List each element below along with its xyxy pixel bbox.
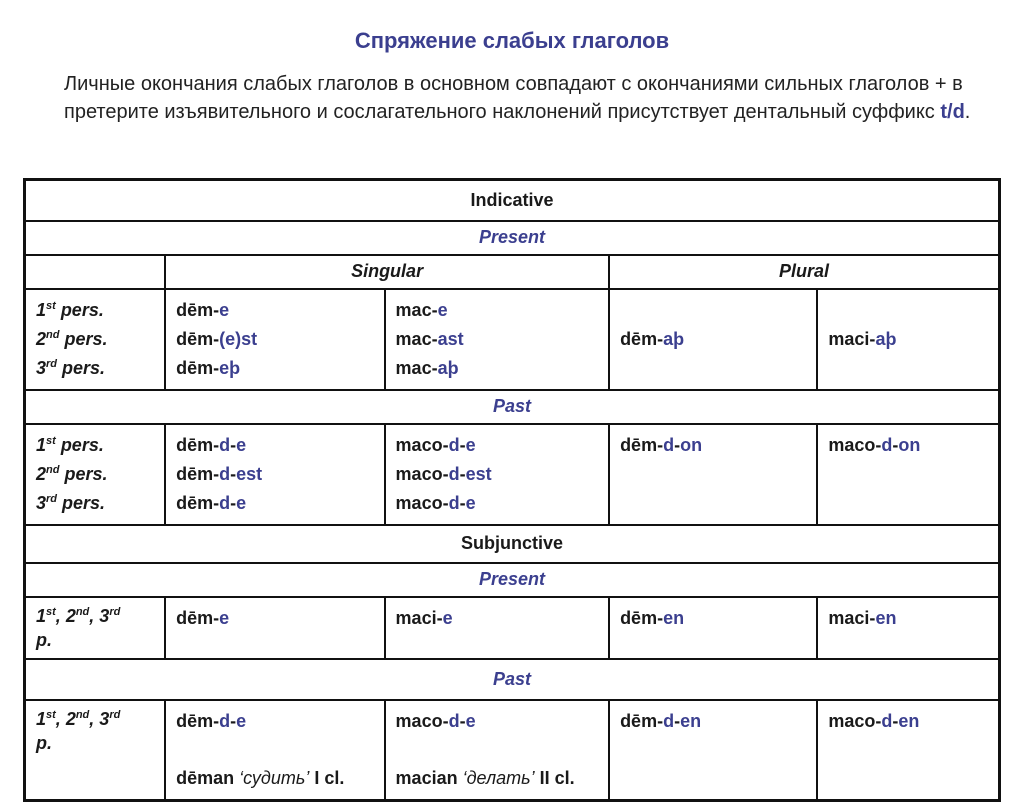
form: dēm-e (176, 299, 230, 320)
subjunctive-heading: Subjunctive (25, 525, 1000, 563)
ind-past-heading: Past (25, 390, 1000, 424)
form: mac-ast (395, 328, 464, 349)
subj-past-forms-row (25, 700, 1000, 801)
persons-cell (25, 424, 166, 525)
form: dēm-d-e (176, 434, 247, 455)
ind-past-sg-deman (165, 424, 384, 525)
subj-present-forms-row (25, 597, 1000, 659)
persons-all-cell (25, 700, 166, 801)
person-1: 1st pers. (36, 434, 104, 455)
form: mac-aþ (395, 357, 459, 378)
ind-past-pl-macian: maco-d-on (817, 424, 999, 525)
subj-present-sg-deman: dēm-e (165, 597, 384, 659)
indicative-row (25, 180, 1000, 221)
page-title: Спряжение слабых глаголов (354, 28, 670, 53)
persons-all-cell (25, 597, 166, 659)
persons-all: 1st, 2nd, 3rd p. (36, 605, 121, 650)
empty-corner-cell (25, 255, 166, 289)
subjunctive-row (25, 525, 1000, 563)
form: maco-d-e (395, 434, 476, 455)
subj-past-sg-deman (165, 700, 384, 801)
ind-present-sg-macian (385, 289, 610, 390)
subj-past-pl-deman: dēm-d-en (609, 700, 817, 801)
ind-past-pl-deman: dēm-d-on (609, 424, 817, 525)
subj-past-row (25, 659, 1000, 700)
conjugation-table (23, 178, 1001, 802)
form: maco-d-e (395, 710, 476, 731)
subj-present-pl-macian: maci-en (817, 597, 999, 659)
subj-present-row (25, 563, 1000, 597)
subj-past-sg-macian (385, 700, 610, 801)
form: dēm-(e)st (176, 328, 258, 349)
subj-past-pl-macian: maco-d-en (817, 700, 999, 801)
form: maco-d-est (395, 463, 492, 484)
form: dēm-eþ (176, 357, 241, 378)
intro-paragraph (64, 70, 994, 126)
form: mac-e (395, 299, 448, 320)
subj-present-heading: Present (25, 563, 1000, 597)
ind-present-sg-deman (165, 289, 384, 390)
number-header-row (25, 255, 1000, 289)
persons-all: 1st, 2nd, 3rd p. (36, 708, 121, 753)
dental-suffix: t/d (940, 101, 965, 123)
ind-past-forms-row (25, 424, 1000, 525)
form: dēm-d-e (176, 492, 247, 513)
intro-period: . (964, 101, 971, 123)
person-1: 1st pers. (36, 299, 104, 320)
person-3: 3rd pers. (36, 492, 106, 513)
intro-text: Личные окончания слабых глаголов в основном совпадают с окончаниями сильных глаголов + в претерите изъявительного и сослагательного наклонений присутствует дентальный суффикс (64, 73, 963, 123)
ind-present-row (25, 221, 1000, 255)
ind-past-sg-macian (385, 424, 610, 525)
singular-heading: Singular (165, 255, 609, 289)
person-3: 3rd pers. (36, 357, 106, 378)
form: maco-d-e (395, 492, 476, 513)
indicative-heading: Indicative (25, 180, 1000, 221)
subj-past-heading: Past (25, 659, 1000, 700)
person-2: 2nd pers. (36, 328, 108, 349)
ind-present-pl-deman: dēm-aþ (609, 289, 817, 390)
ind-past-row (25, 390, 1000, 424)
person-2: 2nd pers. (36, 463, 108, 484)
ind-present-pl-macian: maci-aþ (817, 289, 999, 390)
ind-present-forms-row (25, 289, 1000, 390)
subj-present-sg-macian: maci-e (385, 597, 610, 659)
ind-present-heading: Present (25, 221, 1000, 255)
persons-cell (25, 289, 166, 390)
subj-present-pl-deman: dēm-en (609, 597, 817, 659)
form: dēm-d-e (176, 710, 247, 731)
form: dēm-d-est (176, 463, 263, 484)
verb-deman-note: dēman ‘судить’ I cl. (176, 767, 345, 788)
plural-heading: Plural (609, 255, 999, 289)
verb-macian-note: macian ‘делать’ II cl. (395, 767, 575, 788)
